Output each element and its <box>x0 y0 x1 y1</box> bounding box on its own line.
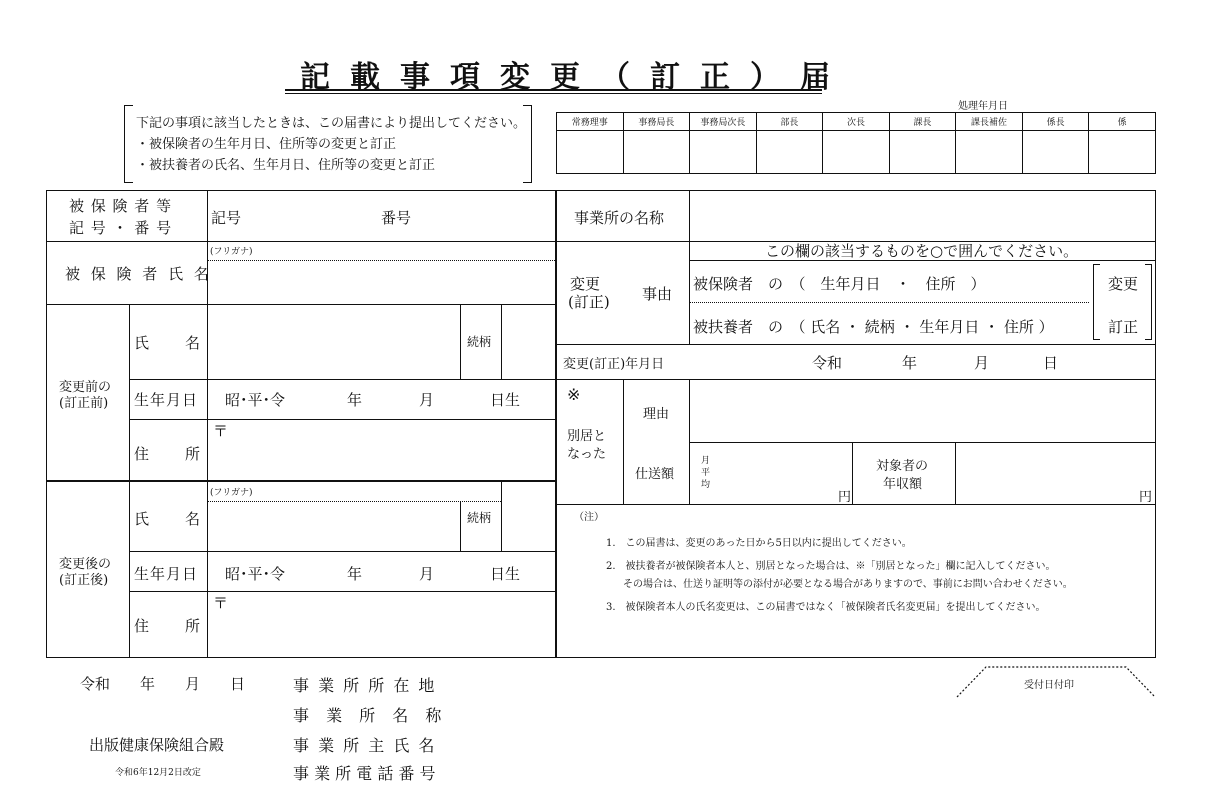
henko-option[interactable]: 変更 <box>1108 275 1139 293</box>
target-income-field[interactable] <box>956 443 1136 504</box>
name-label: 氏 名 <box>134 334 203 352</box>
separate-label: 別居と <box>567 429 607 444</box>
monthly-avg-label: 月 <box>701 456 711 466</box>
office-name-label: 事業所の名称 <box>574 209 665 227</box>
office-name-footer-label: 事 業 所 名 称 <box>293 706 448 725</box>
instructions-box <box>124 105 532 181</box>
after-change-label: 変更後の <box>59 557 112 572</box>
approval-seal-cell[interactable] <box>889 131 956 174</box>
approval-seal-cell[interactable] <box>956 131 1023 174</box>
before-relation-field[interactable] <box>502 304 555 379</box>
before-name-field[interactable] <box>208 304 460 379</box>
insured-id-label: 記 号 ・ 番 号 <box>69 219 173 237</box>
approval-header: 事務局次長 <box>690 113 757 131</box>
notes-header: （注） <box>574 512 604 523</box>
teisei-option[interactable]: 訂正 <box>1108 318 1139 336</box>
approval-header: 係 <box>1089 113 1156 131</box>
circle-instruction: この欄の該当するものを○で囲んでください。 <box>765 242 1079 260</box>
title-underline <box>285 89 822 91</box>
change-date-field[interactable] <box>690 345 1155 379</box>
approval-header: 常務理事 <box>557 113 624 131</box>
office-address-label: 事 業 所 所 在 地 <box>293 676 437 695</box>
approval-seal-cell[interactable] <box>623 131 690 174</box>
instruction-line: ・被扶養者の氏名、生年月日、住所等の変更と訂正 <box>136 158 436 173</box>
receipt-stamp-label: 受付日付印 <box>1024 680 1074 691</box>
note-item: その場合は、仕送り証明等の添付が必要となる場合がありますので、事前にお問い合わせください。 <box>623 579 1073 590</box>
bango-field[interactable] <box>377 191 555 241</box>
kome-mark: ※ <box>567 385 581 404</box>
birth-era: 昭･平･令 <box>225 565 286 583</box>
monthly-avg-label: 均 <box>701 480 711 490</box>
approval-header: 次長 <box>823 113 890 131</box>
birth-label: 生年月日 <box>134 565 199 583</box>
birth-era: 昭･平･令 <box>225 391 286 409</box>
day-label: 日 <box>1043 354 1059 372</box>
birth-month-label: 月 <box>419 391 435 409</box>
yen-unit: 円 <box>838 490 852 505</box>
insured-name-field[interactable] <box>208 261 555 304</box>
title-underline <box>285 93 822 94</box>
address-label: 住 所 <box>134 445 203 463</box>
birth-month-label: 月 <box>419 565 435 583</box>
instruction-line: 下記の事項に該当したときは、この届書により提出してください。 <box>136 116 527 131</box>
birth-day-label: 日生 <box>490 565 521 583</box>
note-item: 3. 被保険者本人の氏名変更は、この届書ではなく「被保険者氏名変更届」を提出してください。 <box>606 602 1046 613</box>
postal-mark: 〒 <box>213 594 229 612</box>
office-phone-label: 事 業 所 電 話 番 号 <box>293 764 436 783</box>
remittance-label: 仕送額 <box>635 467 675 482</box>
change-reason-label: 変更 <box>570 275 601 293</box>
birth-label: 生年月日 <box>134 391 199 409</box>
furigana-label: (フリガナ) <box>210 488 253 498</box>
insured-id-label: 被 保 険 者 等 <box>69 197 173 215</box>
birth-day-label: 日生 <box>490 391 521 409</box>
approval-seal-cell[interactable] <box>557 131 624 174</box>
before-change-label: 変更前の <box>59 380 112 395</box>
separate-reason-field[interactable] <box>690 380 1155 442</box>
bango-label: 番号 <box>381 209 412 227</box>
approval-header: 課長補佐 <box>956 113 1023 131</box>
kigo-field[interactable] <box>207 191 377 241</box>
change-date-label: 変更(訂正)年月日 <box>563 357 665 372</box>
approval-seal-cell[interactable] <box>823 131 890 174</box>
reason-label: 事由 <box>642 285 673 303</box>
after-name-field[interactable] <box>208 502 460 551</box>
yen-unit: 円 <box>1139 490 1153 505</box>
relation-label: 続柄 <box>467 511 492 525</box>
year-label: 年 <box>902 354 918 372</box>
relation-label: 続柄 <box>467 335 492 349</box>
processing-date-label: 処理年月日 <box>958 101 1008 112</box>
instruction-line: ・被保険者の生年月日、住所等の変更と訂正 <box>136 137 397 152</box>
month-label: 月 <box>974 354 990 372</box>
kigo-label: 記号 <box>211 209 242 227</box>
target-income-label: 対象者の <box>876 459 929 474</box>
office-owner-label: 事 業 所 主 氏 名 <box>293 736 437 755</box>
note-item: 1. この届書は、変更のあった日から5日以内に提出してください。 <box>606 538 912 549</box>
after-birthdate-field[interactable] <box>277 551 555 591</box>
option-dependent[interactable]: 被扶養者 の （ 氏名 ・ 続柄 ・ 生年月日 ・ 住所 ） <box>693 318 1054 336</box>
before-change-label: (訂正前) <box>59 396 109 411</box>
note-item: 2. 被扶養者が被保険者本人と、別居となった場合は、※「別居となった」欄に記入してください。 <box>606 561 1056 572</box>
submission-date: 令和 年 月 日 <box>80 675 246 693</box>
separate-label: なった <box>567 447 607 462</box>
revision-date: 令和6年12月2日改定 <box>115 768 201 778</box>
option-insured[interactable]: 被保険者 の （ 生年月日 ・ 住所 ） <box>693 275 986 293</box>
insured-name-label: 被 保 険 者 氏 名 <box>65 265 212 283</box>
after-relation-field[interactable] <box>502 480 555 551</box>
after-change-label: (訂正後) <box>59 573 109 588</box>
approval-table <box>556 112 1156 174</box>
before-address-field[interactable] <box>208 420 555 480</box>
office-name-field[interactable] <box>690 191 1155 241</box>
addressee: 出版健康保険組合殿 <box>89 736 225 754</box>
birth-year-label: 年 <box>347 391 363 409</box>
after-address-field[interactable] <box>208 592 555 657</box>
approval-seal-cell[interactable] <box>1089 131 1156 174</box>
main-form <box>46 190 1156 658</box>
before-birthdate-field[interactable] <box>277 379 555 419</box>
approval-header: 係長 <box>1022 113 1089 131</box>
change-reason-label: (訂正) <box>568 293 610 311</box>
approval-header: 事務局長 <box>623 113 690 131</box>
reason-label: 理由 <box>643 407 670 422</box>
approval-header: 部長 <box>756 113 823 131</box>
approval-seal-cell[interactable] <box>690 131 757 174</box>
name-label: 氏 名 <box>134 510 203 528</box>
birth-year-label: 年 <box>347 565 363 583</box>
approval-seal-cell[interactable] <box>756 131 823 174</box>
monthly-avg-label: 平 <box>701 468 711 478</box>
furigana-label: (フリガナ) <box>210 247 253 257</box>
reiwa-label: 令和 <box>812 354 843 372</box>
address-label: 住 所 <box>134 617 203 635</box>
form-title: 記載事項変更（訂正）届 <box>300 60 850 95</box>
postal-mark: 〒 <box>213 422 229 440</box>
approval-seal-cell[interactable] <box>1022 131 1089 174</box>
approval-header: 課長 <box>889 113 956 131</box>
target-income-label: 年収額 <box>883 477 923 492</box>
remittance-field[interactable] <box>712 443 836 504</box>
